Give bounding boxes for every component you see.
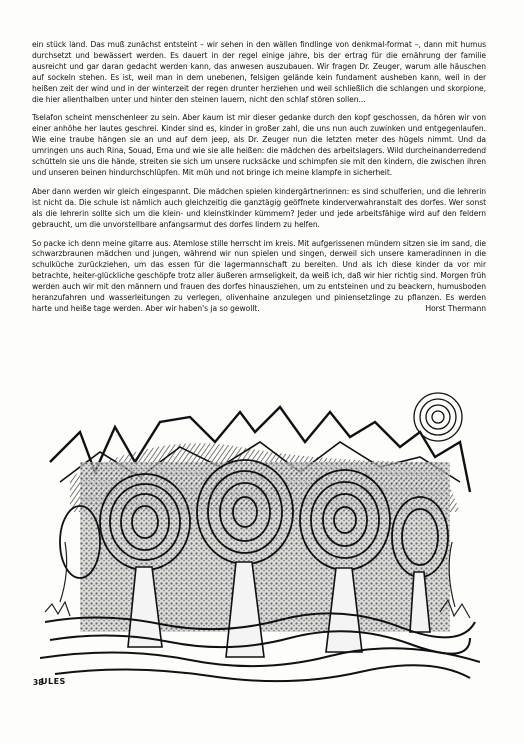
author-signature: Horst Thermann	[425, 303, 486, 313]
corner-mark: ULES	[41, 677, 66, 686]
woodcut-trees-icon	[40, 372, 480, 684]
paragraph-3: Aber dann werden wir gleich eingespannt. Die mädchen spielen kindergärtnerinnen: es sind schulferien, und die lehrerin ist nicht da. Die schule ist nämlich auch gleichzeitig die ganztägig geöffnete kinderverwahranstalt des dorfes. Wer sonst als die lehrerin sollte sich um die klein- und kleinstkinder kümmern? Jeder und jede arbeitsfähige wird auf den feldern gebraucht, um die unvorstellbare anfangsarmut des dorfes lindern zu helfen.	[32, 186, 486, 229]
page-number: 38	[33, 678, 44, 687]
paragraph-1: ein stück land. Das muß zunächst entsteint – wir sehen in den wällen findlinge von denkmal-format –, dann mit humus durchsetzt und bewässert werden. Es dauert in der regel einige jahre, bis der ertrag für die ernährung der familie ausreicht und gar daran gedacht werden kann, das anwesen auszubauen. Wir fragen Dr. Zeuger, warum alle häuschen auf sockeln stehen. Es ist, weil man in dem unebenen, felsigen gelände kein fundament ausheben kann, weil in der heißen zeit der wind und in der winterzeit der regen drunter herziehen und weil schließlich die schlangen und skorpione, die hier allenthalben unter und hinter den steinen lauern, nicht den schlaf stören sollen...	[32, 40, 486, 104]
paragraph-4	[32, 239, 486, 315]
article-body	[32, 40, 486, 315]
paragraph-2: Tselafon scheint menschenleer zu sein. Aber kaum ist mir dieser gedanke durch den kopf geschossen, da hören wir von einer anhöhe her lautes geschrei. Kinder sind es, kinder in großer zahl, die uns nun auch zuwinken und entgegenlaufen. Wie eine traube hängen sie an und auf dem jeep, als Dr. Zeuger nun die letzten meter des hügels nimmt. Und da umringen uns auch Rina, Souad, Erna und wie sie alle heißen: die mädchen des arbeitslagers. Wild durcheinanderredend schütteln sie uns die hände, streiten sie sich um unsere rucksäcke und schimpfen sie mit den kindern, die zwischen ihren und unseren beinen hindurchschlüpfen. Mit müh und not bringe ich meine klampfe in sicherheit.	[32, 113, 486, 177]
paragraph-4-text: So packe ich denn meine gitarre aus. Atemlose stille herrscht im kreis. Mit aufgerissenen mündern sitzen sie im sand, die schwarzbraunen mädchen und jungen, während wir nun spielen und singen, derweil sich unsere kameradinnen in die schulküche zurückziehen, um das essen für die lagermannschaft zu bereiten. Und als ich diese kinder da vor mir betrachte, heiter-glückliche geschöpfe trotz aller äußeren armseligkeit, da weiß ich, daß wir hier richtig sind. Morgen früh werden auch wir mit den männern und frauen des dorfes hinausziehen, um zu entsteinen und zu beackern, humusboden heranzufahren und wasserleitungen zu verlegen, olivenhaine anzulegen und piniensetzlinge zu pflanzen. Es werden harte und heiße tage werden. Aber wir haben's ja so gewollt.	[32, 238, 486, 313]
